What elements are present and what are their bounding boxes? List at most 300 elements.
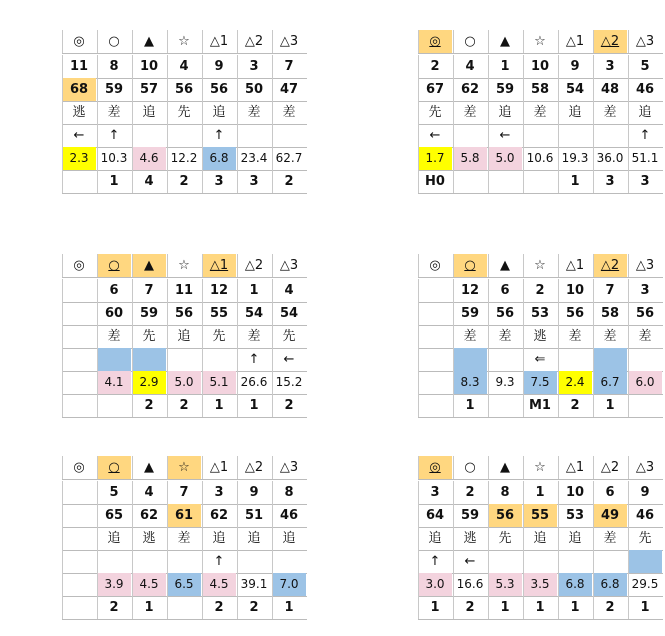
- cell-border: [62, 481, 63, 504]
- cell-odds: 4.1: [97, 371, 131, 394]
- cell-kyakushitsu: 差: [603, 329, 617, 344]
- cell-border: [593, 279, 594, 302]
- cell-ashi: [132, 550, 166, 573]
- cell-border: [62, 170, 63, 193]
- cell-border: [167, 170, 168, 193]
- cell-border: [488, 456, 489, 479]
- cell-hensa: 53: [565, 508, 585, 523]
- cell-border: [272, 371, 273, 394]
- race-panel: [2, 4, 307, 204]
- cell-kyakushitsu: 追: [568, 105, 582, 120]
- cell-odds: 10.6: [526, 151, 554, 165]
- cell-marks: ▲: [500, 34, 510, 49]
- cell-border: [167, 481, 168, 504]
- cell-border: [272, 30, 273, 53]
- cell-border: [132, 371, 133, 394]
- cell-hensa: 56: [174, 306, 194, 321]
- cell-border: [488, 78, 489, 101]
- cell-numbers: 9: [214, 59, 224, 74]
- cell-border: [97, 550, 98, 573]
- cell-marks: ▲: [500, 258, 510, 273]
- cell-border: [132, 527, 133, 550]
- cell-border: [593, 371, 594, 394]
- cell-border: [488, 147, 489, 170]
- cell-nega: 1: [500, 600, 510, 615]
- cell-border: [97, 394, 98, 417]
- cell-ashi: ←: [429, 128, 441, 143]
- cell-nega: [418, 394, 452, 417]
- cell-marks: ◎: [73, 460, 85, 475]
- cell-odds: [62, 371, 96, 394]
- cell-odds: 6.8: [593, 573, 627, 596]
- cell-kyakushitsu: 差: [463, 105, 477, 120]
- cell-odds: 1.7: [418, 147, 452, 170]
- cell-kyakushitsu: 差: [533, 105, 547, 120]
- cell-border: [167, 456, 168, 479]
- cell-hensa: 59: [460, 508, 480, 523]
- cell-marks: △2: [593, 254, 627, 277]
- cell-numbers: 4: [284, 283, 294, 298]
- cell-border: [453, 147, 454, 170]
- cell-numbers: 5: [640, 59, 650, 74]
- race-panel: [358, 4, 663, 204]
- cell-border: [237, 456, 238, 479]
- cell-border: [167, 371, 168, 394]
- cell-hensa: 56: [565, 306, 585, 321]
- cell-border: [523, 325, 524, 348]
- cell-odds: 3.5: [523, 573, 557, 596]
- grid-row-kyakushitsu: [358, 101, 663, 124]
- cell-marks: ▲: [144, 460, 154, 475]
- cell-numbers: 6: [605, 485, 615, 500]
- cell-border: [237, 394, 238, 417]
- cell-odds: 7.0: [272, 573, 306, 596]
- cell-border: [558, 348, 559, 371]
- cell-border: [593, 573, 594, 596]
- cell-border: [62, 371, 63, 394]
- cell-numbers: 9: [640, 485, 650, 500]
- cell-border: [97, 573, 98, 596]
- cell-hensa: 56: [488, 504, 522, 527]
- cell-border: [202, 78, 203, 101]
- cell-border: [453, 170, 454, 193]
- cell-nega: 1: [570, 174, 580, 189]
- cell-border: [202, 481, 203, 504]
- cell-hensa: 60: [104, 306, 124, 321]
- cell-marks: ○: [108, 34, 120, 49]
- cell-hensa: [62, 302, 96, 325]
- cell-border: [628, 573, 629, 596]
- cell-kyakushitsu: 先: [142, 329, 156, 344]
- cell-kyakushitsu: 差: [282, 105, 296, 120]
- cell-border: [62, 456, 63, 479]
- cell-marks: ◎: [429, 258, 441, 273]
- cell-odds: 62.7: [275, 151, 303, 165]
- cell-border: [418, 302, 419, 325]
- cell-border: [488, 170, 489, 193]
- cell-border: [62, 394, 63, 417]
- cell-odds: 8.3: [453, 371, 487, 394]
- cell-border: [97, 147, 98, 170]
- cell-kyakushitsu: [62, 527, 96, 550]
- cell-border: [97, 504, 98, 527]
- grid-row-kyakushitsu: [2, 101, 307, 124]
- cell-border: [453, 30, 454, 53]
- cell-numbers: 1: [535, 485, 545, 500]
- cell-border: [272, 573, 273, 596]
- cell-ashi: [453, 348, 487, 371]
- race-panel: [358, 228, 663, 428]
- cell-odds: 39.1: [240, 577, 268, 591]
- cell-border: [418, 573, 419, 596]
- cell-hensa: 54: [244, 306, 264, 321]
- cell-border: [97, 124, 98, 147]
- cell-marks: ◎: [73, 258, 85, 273]
- grid-row-hensa: [358, 302, 663, 325]
- cell-border: [558, 596, 559, 619]
- cell-hensa: 54: [279, 306, 299, 321]
- cell-ashi: [237, 550, 271, 573]
- cell-hensa: 46: [635, 508, 655, 523]
- cell-border: [418, 78, 419, 101]
- cell-border: [453, 456, 454, 479]
- cell-odds: 4.6: [132, 147, 166, 170]
- cell-kyakushitsu: 追: [212, 531, 226, 546]
- grid-row-numbers: [2, 279, 307, 302]
- cell-border: [97, 101, 98, 124]
- cell-marks: ○: [97, 254, 131, 277]
- cell-nega: 2: [465, 600, 475, 615]
- cell-kyakushitsu: 追: [568, 531, 582, 546]
- cell-border: [453, 254, 454, 277]
- cell-border: [62, 254, 63, 277]
- cell-border: [558, 504, 559, 527]
- cell-kyakushitsu: 差: [638, 329, 652, 344]
- cell-hensa: 54: [565, 82, 585, 97]
- cell-ashi: [272, 550, 306, 573]
- cell-border: [453, 124, 454, 147]
- cell-border: [593, 170, 594, 193]
- cell-border: [523, 348, 524, 371]
- cell-border: [418, 481, 419, 504]
- cell-border: [628, 527, 629, 550]
- cell-numbers: 4: [144, 485, 154, 500]
- cell-border: [167, 348, 168, 371]
- cell-odds: [62, 573, 96, 596]
- cell-nega: [62, 394, 96, 417]
- grid-row-odds: [2, 147, 307, 170]
- row-divider: [62, 277, 307, 278]
- cell-hensa: 59: [495, 82, 515, 97]
- cell-border: [132, 254, 133, 277]
- cell-border: [202, 124, 203, 147]
- cell-nega: 2: [570, 398, 580, 413]
- cell-border: [453, 550, 454, 573]
- cell-hensa: 47: [279, 82, 299, 97]
- cell-hensa: 62: [460, 82, 480, 97]
- cell-border: [62, 596, 63, 619]
- grid-row-marks: [358, 30, 663, 53]
- cell-marks: ▲: [500, 460, 510, 475]
- cell-ashi: ↑: [248, 352, 260, 367]
- grid-row-odds: [358, 147, 663, 170]
- cell-odds: 2.3: [62, 147, 96, 170]
- cell-border: [453, 481, 454, 504]
- cell-nega: 4: [144, 174, 154, 189]
- cell-border: [132, 78, 133, 101]
- cell-border: [593, 302, 594, 325]
- cell-ashi: [97, 550, 131, 573]
- cell-border: [593, 394, 594, 417]
- cell-nega: [628, 394, 662, 417]
- cell-border: [523, 124, 524, 147]
- panel-header: [2, 228, 307, 250]
- cell-border: [523, 371, 524, 394]
- grid-row-kyakushitsu: [2, 325, 307, 348]
- cell-border: [418, 348, 419, 371]
- cell-border: [628, 170, 629, 193]
- cell-nega: 2: [179, 174, 189, 189]
- cell-marks: ○: [464, 34, 476, 49]
- cell-border: [488, 348, 489, 371]
- cell-hensa: 58: [600, 306, 620, 321]
- cell-border: [523, 30, 524, 53]
- cell-border: [97, 55, 98, 78]
- grid-row-marks: [358, 456, 663, 479]
- grid-row-numbers: [2, 481, 307, 504]
- cell-nega: 3: [249, 174, 259, 189]
- cell-nega: 1: [214, 398, 224, 413]
- cell-border: [202, 101, 203, 124]
- cell-border: [593, 348, 594, 371]
- cell-kyakushitsu: 差: [247, 329, 261, 344]
- cell-border: [62, 527, 63, 550]
- cell-odds: 6.8: [202, 147, 236, 170]
- grid-row-hensa: [358, 504, 663, 527]
- cell-hensa: 59: [460, 306, 480, 321]
- cell-border: [202, 302, 203, 325]
- cell-nega: [488, 394, 522, 417]
- cell-numbers: 9: [249, 485, 259, 500]
- grid-row-hensa: [358, 78, 663, 101]
- row-divider: [418, 193, 663, 194]
- cell-hensa: 46: [279, 508, 299, 523]
- cell-kyakushitsu: 差: [498, 329, 512, 344]
- row-divider: [418, 53, 663, 54]
- cell-marks: △3: [635, 460, 655, 475]
- cell-nega: [453, 170, 487, 193]
- cell-border: [628, 550, 629, 573]
- cell-border: [593, 596, 594, 619]
- cell-border: [62, 78, 63, 101]
- cell-border: [558, 573, 559, 596]
- cell-numbers: 8: [109, 59, 119, 74]
- cell-hensa: 67: [425, 82, 445, 97]
- cell-nega: [62, 596, 96, 619]
- cell-border: [132, 504, 133, 527]
- cell-border: [558, 550, 559, 573]
- cell-odds: 12.2: [170, 151, 198, 165]
- cell-border: [593, 101, 594, 124]
- cell-border: [167, 527, 168, 550]
- cell-numbers: 3: [214, 485, 224, 500]
- cell-numbers: 8: [500, 485, 510, 500]
- cell-border: [97, 325, 98, 348]
- cell-ashi: [167, 550, 201, 573]
- cell-border: [628, 456, 629, 479]
- grid-row-marks: [2, 30, 307, 53]
- cell-border: [558, 170, 559, 193]
- cell-border: [523, 147, 524, 170]
- cell-border: [418, 456, 419, 479]
- grid-row-marks: [2, 456, 307, 479]
- cell-border: [628, 348, 629, 371]
- cell-kyakushitsu: 先: [212, 329, 226, 344]
- cell-ashi: [132, 124, 166, 147]
- cell-border: [523, 596, 524, 619]
- cell-kyakushitsu: 差: [107, 105, 121, 120]
- cell-border: [237, 527, 238, 550]
- cell-odds: 5.3: [488, 573, 522, 596]
- cell-border: [97, 371, 98, 394]
- cell-numbers: [62, 279, 96, 302]
- cell-border: [132, 550, 133, 573]
- cell-nega: [97, 394, 131, 417]
- cell-hensa: 53: [530, 306, 550, 321]
- cell-numbers: 10: [530, 59, 550, 74]
- cell-kyakushitsu: 追: [107, 531, 121, 546]
- cell-border: [62, 279, 63, 302]
- cell-border: [62, 147, 63, 170]
- cell-border: [593, 55, 594, 78]
- cell-odds: 6.0: [628, 371, 662, 394]
- cell-nega: 1: [605, 398, 615, 413]
- cell-border: [628, 55, 629, 78]
- cell-border: [523, 573, 524, 596]
- grid-row-ashi: [358, 550, 663, 573]
- cell-ashi: ⇐: [534, 352, 546, 367]
- cell-border: [202, 573, 203, 596]
- cell-border: [97, 481, 98, 504]
- cell-border: [488, 371, 489, 394]
- cell-border: [62, 101, 63, 124]
- cell-border: [628, 254, 629, 277]
- cell-border: [132, 394, 133, 417]
- cell-kyakushitsu: [62, 325, 96, 348]
- cell-border: [167, 147, 168, 170]
- cell-border: [132, 573, 133, 596]
- cell-border: [202, 504, 203, 527]
- row-divider: [418, 479, 663, 480]
- cell-border: [272, 124, 273, 147]
- cell-border: [237, 279, 238, 302]
- cell-marks: △1: [565, 258, 585, 273]
- cell-border: [453, 527, 454, 550]
- cell-numbers: 2: [535, 283, 545, 298]
- cell-border: [62, 573, 63, 596]
- cell-numbers: 6: [109, 283, 119, 298]
- cell-border: [523, 279, 524, 302]
- cell-border: [167, 78, 168, 101]
- cell-hensa: 62: [209, 508, 229, 523]
- cell-border: [237, 348, 238, 371]
- cell-border: [418, 596, 419, 619]
- cell-marks: △1: [565, 460, 585, 475]
- cell-border: [488, 394, 489, 417]
- cell-border: [272, 170, 273, 193]
- cell-ashi: [488, 550, 522, 573]
- cell-border: [62, 550, 63, 573]
- grid-row-ashi: [358, 348, 663, 371]
- cell-nega: 1: [249, 398, 259, 413]
- cell-marks: ☆: [178, 34, 190, 49]
- cell-border: [97, 170, 98, 193]
- cell-border: [272, 302, 273, 325]
- cell-numbers: 11: [69, 59, 89, 74]
- cell-ashi: [272, 124, 306, 147]
- cell-odds: 6.7: [593, 371, 627, 394]
- cell-ashi: [418, 348, 452, 371]
- cell-border: [523, 78, 524, 101]
- cell-border: [272, 78, 273, 101]
- cell-border: [202, 371, 203, 394]
- cell-border: [453, 394, 454, 417]
- cell-hensa: [418, 302, 452, 325]
- cell-marks: ▲: [132, 254, 166, 277]
- cell-numbers: [418, 279, 452, 302]
- cell-border: [523, 550, 524, 573]
- cell-border: [272, 147, 273, 170]
- cell-border: [202, 456, 203, 479]
- cell-marks: △3: [279, 460, 299, 475]
- cell-ashi: [523, 124, 557, 147]
- cell-marks: △2: [244, 258, 264, 273]
- cell-hensa: 46: [635, 82, 655, 97]
- cell-border: [237, 573, 238, 596]
- cell-border: [488, 101, 489, 124]
- cell-border: [97, 254, 98, 277]
- cell-odds: 5.0: [167, 371, 201, 394]
- cell-numbers: 1: [249, 283, 259, 298]
- cell-border: [418, 371, 419, 394]
- cell-border: [62, 504, 63, 527]
- cell-border: [167, 394, 168, 417]
- grid-row-numbers: [358, 481, 663, 504]
- cell-border: [628, 371, 629, 394]
- grid-row-nega: [2, 170, 307, 193]
- cell-border: [237, 170, 238, 193]
- cell-border: [523, 481, 524, 504]
- cell-ashi: [593, 124, 627, 147]
- cell-border: [97, 348, 98, 371]
- cell-kyakushitsu: 先: [498, 531, 512, 546]
- cell-ashi: [593, 550, 627, 573]
- cell-border: [167, 55, 168, 78]
- cell-border: [167, 124, 168, 147]
- cell-odds: 4.5: [132, 573, 166, 596]
- cell-border: [558, 371, 559, 394]
- cell-border: [237, 55, 238, 78]
- panel-header: [358, 228, 663, 250]
- cell-border: [558, 78, 559, 101]
- cell-border: [202, 325, 203, 348]
- cell-border: [593, 456, 594, 479]
- race-panel: [358, 430, 663, 630]
- cell-marks: △3: [279, 34, 299, 49]
- cell-numbers: 3: [249, 59, 259, 74]
- grid-row-hensa: [2, 504, 307, 527]
- cell-odds: 29.5: [631, 577, 659, 591]
